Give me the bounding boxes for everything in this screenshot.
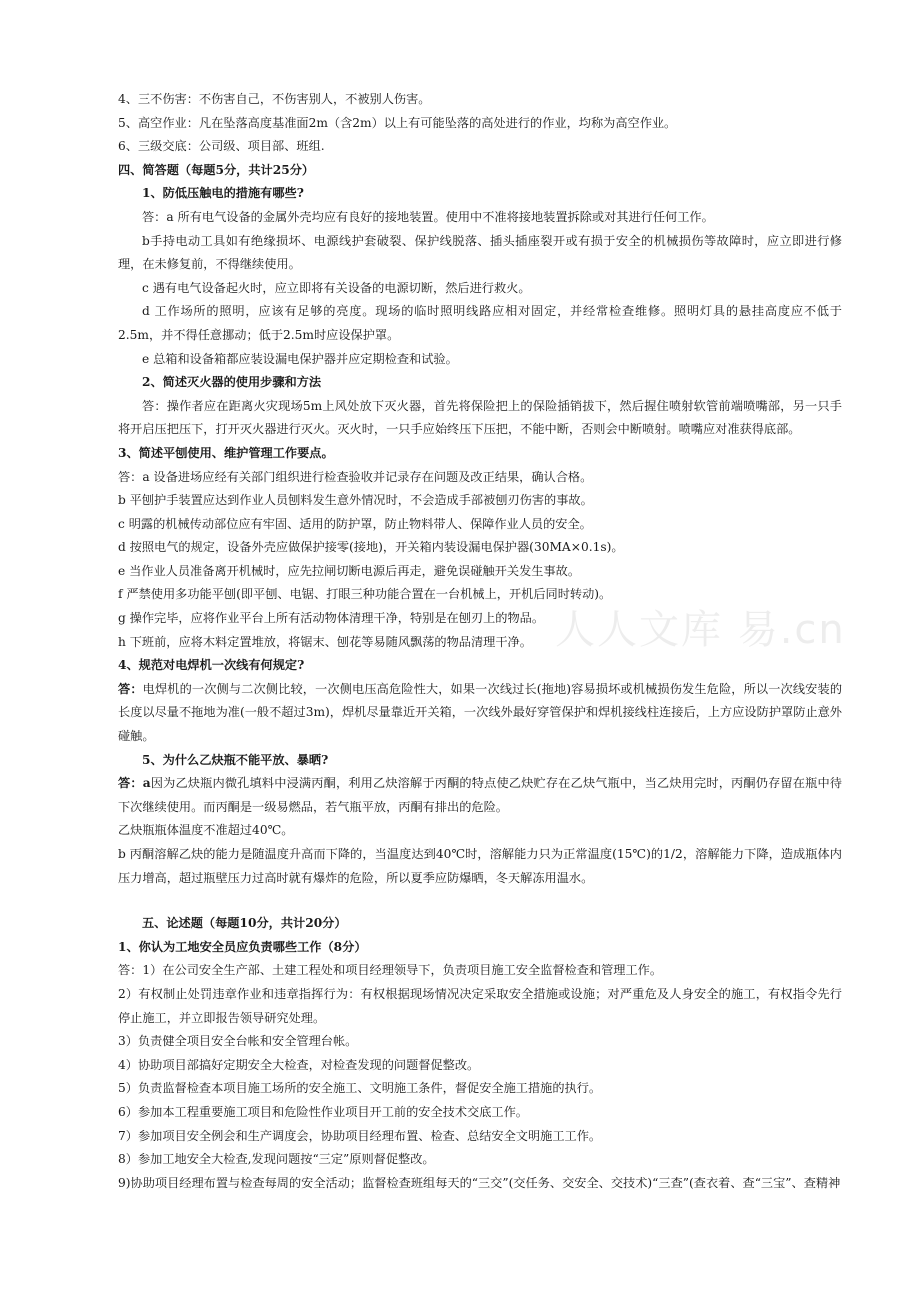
paragraph-line bbox=[118, 1054, 842, 1078]
line-text: g 操作完毕，应将作业平台上所有活动物体清理干净，特别是在刨刃上的物品。 bbox=[118, 611, 545, 626]
line-text: 5、为什么乙炔瓶不能平放、暴晒? bbox=[142, 752, 329, 767]
line-text: f 严禁使用多功能平刨(即平刨、电锯、打眼三种功能合置在一台机械上，开机后同时转动)。 bbox=[118, 587, 612, 602]
line-text: b 丙酮溶解乙炔的能力是随温度升高而下降的，当温度达到40℃时，溶解能力只为正常温度(15℃)的1/2，溶解能力下降，造成瓶体内压力增高，超过瓶壁压力过高时就有爆炸的危险，所以夏季应防爆晒，冬天解冻用温水。 bbox=[118, 847, 842, 885]
line-text: 4、三不伤害：不伤害自己，不伤害别人，不被别人伤害。 bbox=[118, 92, 431, 106]
answer-lead: 答： bbox=[118, 681, 143, 696]
question-heading bbox=[118, 182, 842, 206]
line-text: b手持电动工具如有绝缘损坏、电源线护套破裂、保护线脱落、插头插座裂开或有损于安全的机械损伤等故障时，应立即进行修理，在未修复前，不得继续使用。 bbox=[118, 233, 842, 272]
line-text: h 下班前，应将木料定置堆放，将锯末、刨花等易随风飘荡的物品清理干净。 bbox=[118, 634, 532, 649]
paragraph-line bbox=[118, 277, 842, 301]
paragraph-line bbox=[118, 513, 842, 537]
paragraph-line bbox=[118, 583, 842, 607]
paragraph-line bbox=[118, 348, 842, 372]
line-text: 9)协助项目经理布置与检查每周的安全活动；监督检查班组每天的“三交”(交任务、交安全、交技术)“三查”(查衣着、查“三宝”、查精神 bbox=[118, 1175, 841, 1190]
answer-lead: 答：a bbox=[118, 776, 151, 791]
line-text: 四、简答题（每题5分，共计25分） bbox=[118, 162, 315, 177]
paragraph-line bbox=[118, 230, 842, 277]
section-spacer bbox=[118, 890, 842, 912]
paragraph-line bbox=[118, 983, 842, 1030]
line-text: 2、简述灭火器的使用步骤和方法 bbox=[142, 375, 322, 390]
paragraph-line bbox=[118, 607, 842, 631]
line-text: e 当作业人员准备离开机械时，应先拉闸切断电源后再走，避免误碰触开关发生事故。 bbox=[118, 563, 581, 578]
line-text: e 总箱和设备箱都应装设漏电保护器并应定期检查和试验。 bbox=[142, 351, 458, 366]
line-text: 2）有权制止处罚违章作业和违章指挥行为：有权根据现场情况决定采取安全措施或设施；对严重危及人身安全的施工，有权指令先行停止施工，并立即报告领导研究处理。 bbox=[118, 986, 842, 1025]
line-text: 答：a 设备进场应经有关部门组织进行检查验收并记录存在问题及改正结果，确认合格。 bbox=[118, 469, 593, 484]
line-text: 答：a 所有电气设备的金属外壳均应有良好的接地装置。使用中不准将接地装置拆除或对其进行任何工作。 bbox=[142, 209, 714, 224]
question-heading bbox=[118, 159, 842, 183]
paragraph-line bbox=[118, 489, 842, 513]
paragraph-line bbox=[118, 843, 842, 890]
paragraph-line bbox=[118, 1101, 842, 1125]
line-text: 6、三级交底：公司级、项目部、班组. bbox=[118, 139, 325, 154]
line-text: 5、高空作业：凡在坠落高度基准面2m（含2m）以上有可能坠落的高处进行的作业，均称为高空作业。 bbox=[118, 115, 677, 130]
paragraph-line bbox=[118, 1148, 842, 1172]
paragraph-line bbox=[118, 1030, 842, 1054]
document-body bbox=[118, 88, 842, 1195]
line-text: 因为乙炔瓶内微孔填料中浸满丙酮，利用乙炔溶解于丙酮的特点使乙炔贮存在乙炔气瓶中，当乙炔用完时，丙酮仍存留在瓶中待下次继续使用。而丙酮是一级易燃品，若气瓶平放，丙酮有排出的危险。 bbox=[118, 776, 842, 814]
watermark-text: 人人文库 易.cn bbox=[555, 607, 846, 653]
line-text: 3、简述平刨使用、维护管理工作要点。 bbox=[118, 445, 334, 460]
line-text: 电焊机的一次侧与二次侧比较，一次侧电压高危险性大，如果一次线过长(拖地)容易损坏或机械损伤发生危险，所以一次线安装的长度以尽量不拖地为准(一般不超过3m)，焊机尽量靠近开关箱，一次线外最好穿管保护和焊机接线柱连接后，上方应设防护罩防止意外碰触。 bbox=[118, 681, 843, 744]
paragraph-line bbox=[118, 466, 842, 490]
question-heading bbox=[118, 442, 842, 466]
line-text: 3）负责健全项目安全台帐和安全管理台帐。 bbox=[118, 1034, 358, 1049]
line-text: 7）参加项目安全例会和生产调度会，协助项目经理布置、检查、总结安全文明施工工作。 bbox=[118, 1128, 602, 1143]
paragraph-line bbox=[118, 772, 842, 819]
line-text: 5）负责监督检查本项目施工场所的安全施工、文明施工条件，督促安全施工措施的执行。 bbox=[118, 1081, 602, 1096]
line-text: 6）参加本工程重要施工项目和危险性作业项目开工前的安全技术交底工作。 bbox=[118, 1104, 528, 1119]
paragraph-line bbox=[118, 1172, 842, 1196]
paragraph-line bbox=[118, 959, 842, 983]
paragraph-line bbox=[118, 678, 842, 749]
line-text: 乙炔瓶瓶体温度不准超过40℃。 bbox=[118, 823, 294, 838]
line-text: 8）参加工地安全大检查,发现问题按“三定”原则督促整改。 bbox=[118, 1152, 435, 1167]
paragraph-line bbox=[118, 300, 842, 347]
question-heading bbox=[118, 936, 842, 960]
paragraph-line bbox=[118, 206, 842, 230]
paragraph-line bbox=[118, 560, 842, 584]
paragraph-line bbox=[118, 1125, 842, 1149]
line-text: 答：1）在公司安全生产部、土建工程处和项目经理领导下，负责项目施工安全监督检查和管理工作。 bbox=[118, 963, 663, 978]
paragraph-line bbox=[118, 631, 842, 655]
line-text: c 明露的机械传动部位应有牢固、适用的防护罩，防止物料带人、保障作业人员的安全。 bbox=[118, 516, 592, 531]
question-heading bbox=[118, 749, 842, 773]
paragraph-line bbox=[118, 112, 842, 136]
paragraph-line bbox=[118, 135, 842, 159]
line-text: b 平刨护手装置应达到作业人员刨料发生意外情况时，不会造成手部被刨刃伤害的事故。 bbox=[118, 493, 593, 508]
question-heading bbox=[118, 371, 842, 395]
line-text: 4）协助项目部搞好定期安全大检查，对检查发现的问题督促整改。 bbox=[118, 1057, 480, 1072]
paragraph-line bbox=[118, 1077, 842, 1101]
paragraph-line bbox=[118, 395, 842, 442]
line-text: 答：操作者应在距离火灾现场5m上风处放下灭火器，首先将保险把上的保险插销拔下，然后握住喷射软管前端喷嘴部，另一只手将开启压把压下，打开灭火器进行灭火。灭火时，一只手应始终压下压把，不能中断，否则会中断喷射。喷嘴应对准获得底部。 bbox=[118, 398, 842, 437]
question-heading bbox=[118, 654, 842, 678]
line-text: c 遇有电气设备起火时，应立即将有关设备的电源切断，然后进行救火。 bbox=[142, 280, 531, 295]
line-text: 4、规范对电焊机一次线有何规定? bbox=[118, 658, 305, 673]
line-text: 五、论述题（每题10分，共计20分） bbox=[142, 916, 347, 931]
line-text: d 工作场所的照明，应该有足够的亮度。现场的临时照明线路应相对固定，并经常检查维修。照明灯具的悬挂高度应不低于2.5m，并不得任意挪动；低于2.5m时应设保护罩。 bbox=[118, 304, 842, 342]
paragraph-line bbox=[118, 88, 842, 112]
line-text: 1、你认为工地安全员应负责哪些工作（8分） bbox=[118, 939, 367, 954]
line-text: d 按照电气的规定，设备外壳应做保护接零(接地)，开关箱内装设漏电保护器(30MA×0.1s)。 bbox=[118, 540, 624, 555]
paragraph-line bbox=[118, 819, 842, 843]
line-text: 1、防低压触电的措施有哪些? bbox=[142, 186, 304, 201]
paragraph-line bbox=[118, 536, 842, 560]
question-heading bbox=[118, 912, 842, 936]
